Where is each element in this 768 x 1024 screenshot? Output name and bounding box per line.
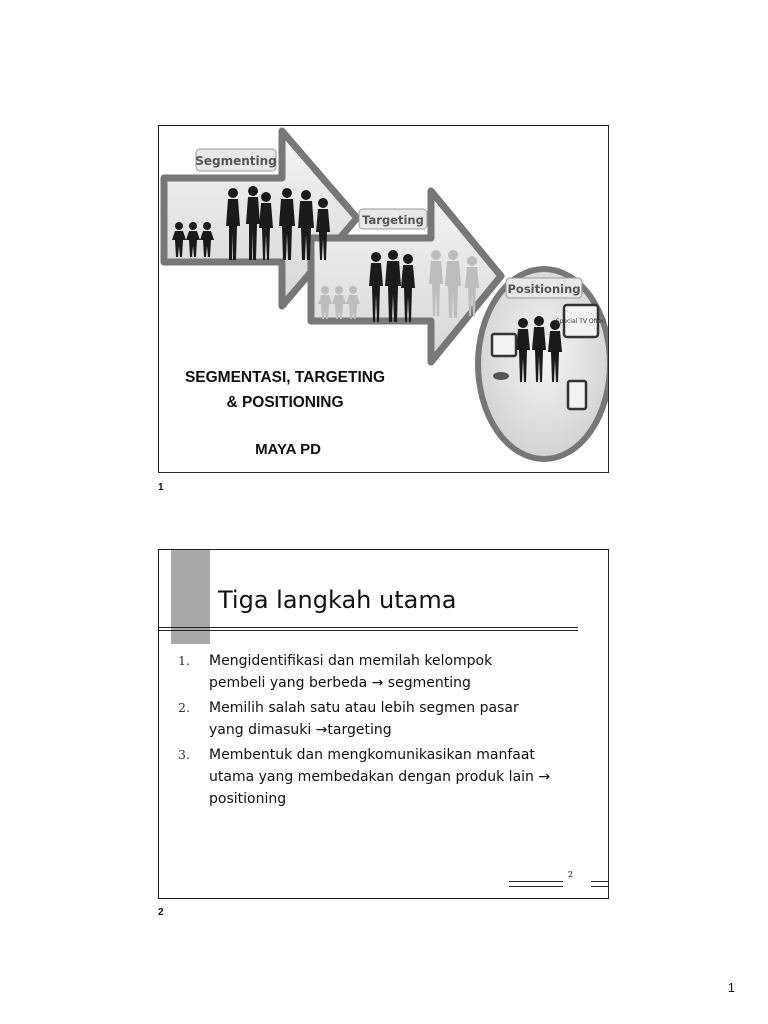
targeting-label: Targeting xyxy=(362,213,424,227)
list-number: 2. xyxy=(178,700,190,715)
slide-title: Tiga langkah utama xyxy=(218,586,457,614)
list-item xyxy=(178,650,598,694)
footer-rule-left xyxy=(509,881,563,887)
list-line: Memilih salah satu atau lebih segmen pasar xyxy=(209,700,519,716)
list-item xyxy=(178,744,598,810)
small-screen-icon xyxy=(568,381,586,409)
list-number: 1. xyxy=(178,653,190,668)
screen-caption: Special TV Offer! xyxy=(555,318,607,325)
page-number: 1 xyxy=(727,980,735,995)
positioning-label: Positioning xyxy=(507,282,581,296)
slide-1 xyxy=(158,125,609,473)
tv-screen-icon xyxy=(556,305,607,337)
title-rule xyxy=(159,627,578,631)
list-line: utama yang membedakan dengan produk lain → xyxy=(209,769,551,785)
list-line: yang dimasuki →targeting xyxy=(209,722,392,738)
list-line: Membentuk dan mengkomunikasikan manfaat xyxy=(209,747,535,763)
title-line-2: & POSITIONING xyxy=(226,394,344,411)
list-line: Mengidentifikasi dan memilah kelompok xyxy=(209,653,493,669)
steps-list xyxy=(178,650,598,813)
list-number: 3. xyxy=(178,747,190,762)
list-item xyxy=(178,697,598,741)
slide-inner-number: 2 xyxy=(568,870,574,879)
list-line: pembeli yang berbeda → segmenting xyxy=(209,675,471,691)
footer-rule-right xyxy=(591,881,609,887)
slide-1-number: 1 xyxy=(158,482,164,493)
slide-2-number: 2 xyxy=(158,907,164,918)
author-name: MAYA PD xyxy=(255,441,321,458)
presentation-title xyxy=(159,365,411,415)
stp-diagram xyxy=(159,126,609,473)
list-line: positioning xyxy=(209,791,287,807)
title-line-1: SEGMENTASI, TARGETING xyxy=(184,369,386,386)
segmenting-label: Segmenting xyxy=(195,154,277,168)
slide-2 xyxy=(158,549,609,899)
